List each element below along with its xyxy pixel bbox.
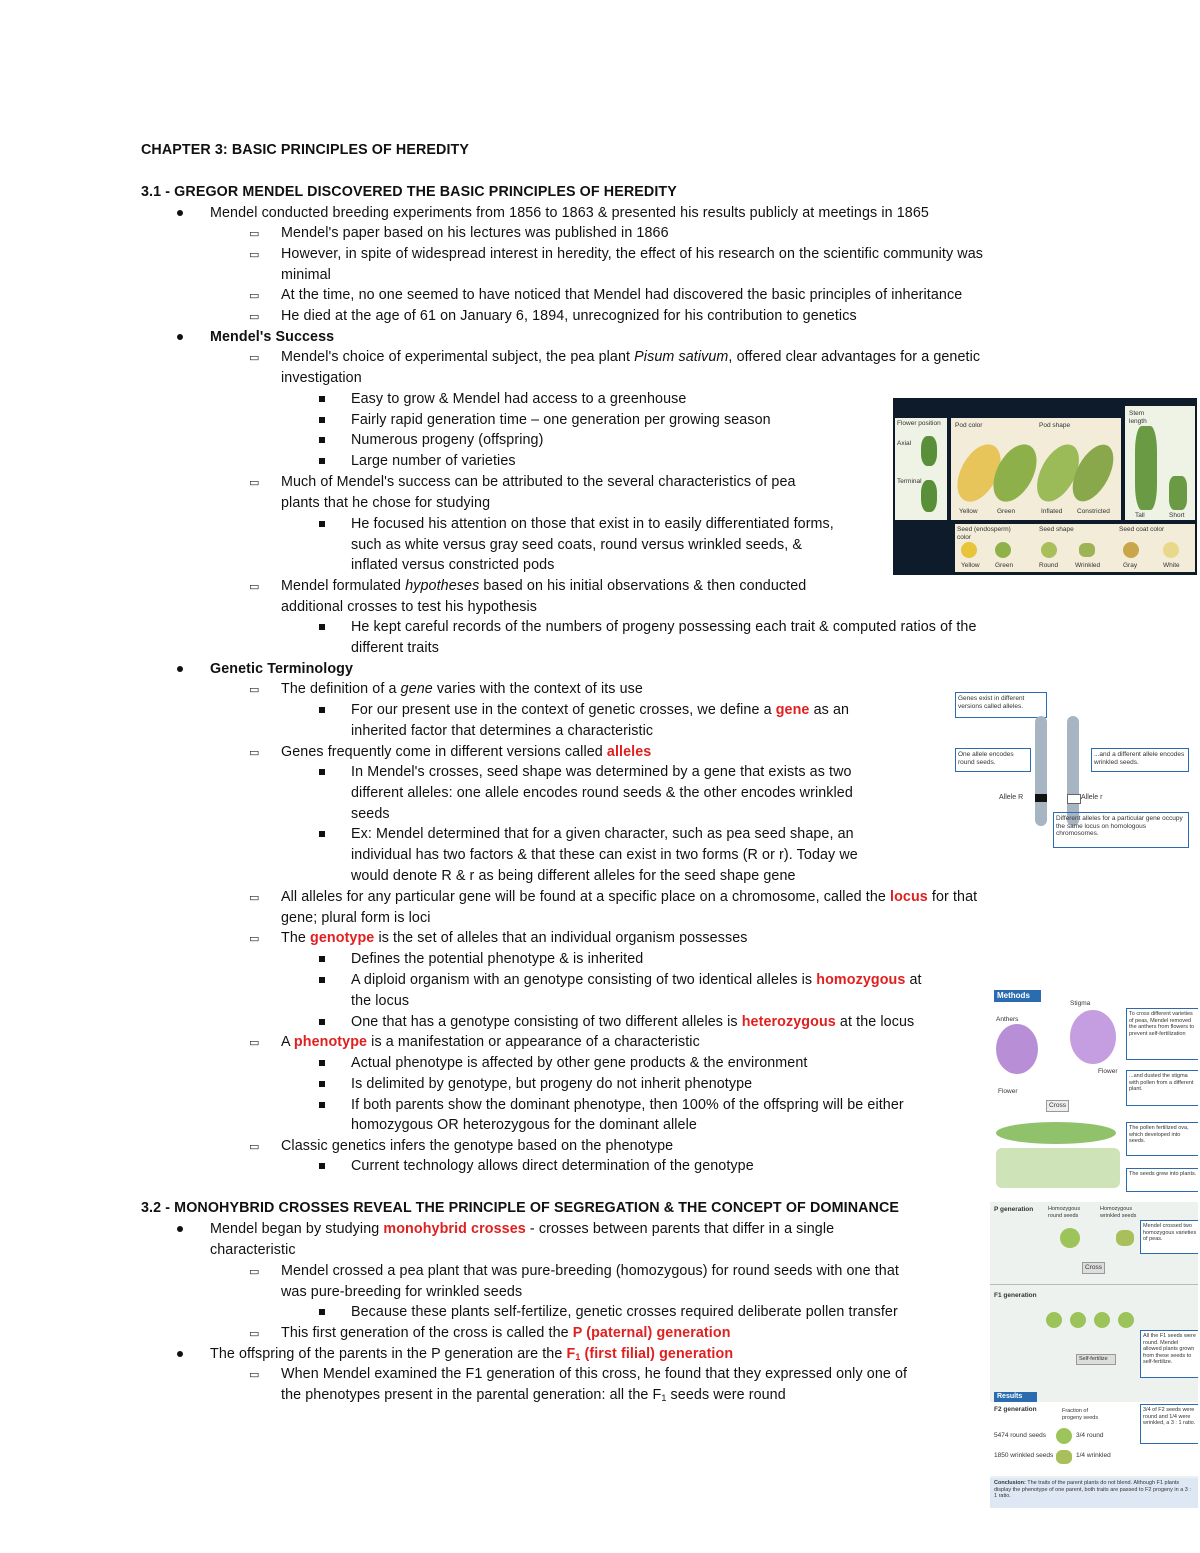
seed-f1 (1094, 1312, 1110, 1328)
bullet-square (319, 977, 325, 983)
bullet-arrow: ▭ (249, 249, 260, 261)
section-heading-3-2: 3.2 - MONOHYBRID CROSSES REVEAL THE PRINCIPLE OF SEGREGATION & THE CONCEPT OF DOMINANCE (141, 1200, 900, 1216)
text-line: Current technology allows direct determination of the genotype (351, 1158, 754, 1174)
text-line: He focused his attention on those that exist in to easily differentiated forms, (351, 516, 834, 532)
subheading-genetic-terminology: Genetic Terminology (210, 661, 354, 677)
text-line: In Mendel's crosses, seed shape was determined by a gene that exists as two (351, 764, 852, 780)
term-alleles: alleles (606, 744, 652, 760)
bullet-arrow: ▭ (249, 1141, 260, 1153)
text-line: the phenotypes present in the parental generation: all the $F_1$ seeds were round (281, 1387, 786, 1403)
bullet-square (319, 1019, 325, 1025)
text-line: Is delimited by genotype, but progeny do not inherit phenotype (351, 1076, 753, 1092)
text-line: individual has two factors & that these can exist in two forms (R or r). Today we (351, 847, 858, 863)
plants-row (996, 1148, 1120, 1188)
text-line: the locus (351, 993, 410, 1009)
bullet-arrow: ▭ (249, 1328, 260, 1340)
text-line: different traits (351, 640, 439, 656)
text-line: Much of Mendel's success can be attributed to the several characteristics of pea (281, 474, 796, 490)
figure-methods: Methods Stigma Anthers Flower Flower Cross To cross different varieties of peas, Mendel removed the anthers from flowers to prevent self-fertilization ...and dusted the stigma with pollen from a different plant. The pollen fertilized ova, which developed into seeds. The seeds grew into plants. (990, 988, 1198, 1198)
panel-seed-traits: Seed (endosperm) color Seed shape Seed coat color Yellow Green Round Wrinkled Gray White (955, 524, 1195, 572)
text-line: characteristic (210, 1242, 296, 1258)
flower-left (996, 1024, 1038, 1074)
text-line: For our present use in the context of genetic crosses, we define a gene as an (351, 702, 850, 718)
bullet-square (319, 707, 325, 713)
bullet-square (319, 396, 325, 402)
bullet-arrow: ▭ (249, 933, 260, 945)
text-line: additional crosses to test his hypothesis (281, 599, 538, 615)
text-line: Classic genetics infers the genotype based on the phenotype (281, 1138, 674, 1154)
seed-f2-round (1056, 1428, 1072, 1444)
text-line: One that has a genotype consisting of two different alleles is heterozygous at the locus (351, 1014, 915, 1030)
text-line: When Mendel examined the F1 generation of this cross, he found that they expressed only one of (281, 1366, 908, 1382)
term-homozygous: homozygous (816, 972, 906, 988)
chromosome-left (1035, 716, 1047, 826)
text-line: Mendel crossed a pea plant that was pure-breeding (homozygous) for round seeds with one that (281, 1263, 899, 1279)
bullet-arrow: ▭ (249, 477, 260, 489)
text-line: seeds (351, 806, 390, 822)
text-line: Mendel's paper based on his lectures was published in 1866 (281, 225, 669, 241)
term-monohybrid-crosses: monohybrid crosses (383, 1221, 526, 1237)
bullet-square (319, 1081, 325, 1087)
text-line: such as white versus gray seed coats, round versus wrinkled seeds, & (351, 537, 803, 553)
subheading-mendels-success: Mendel's Success (210, 329, 335, 345)
bullet-square (319, 1102, 325, 1108)
text-line: homozygous OR heterozygous for the dominant allele (351, 1117, 697, 1133)
seed-wrinkled-p (1116, 1230, 1134, 1246)
term-gene-italic: gene (400, 681, 433, 697)
bullet-arrow: ▭ (249, 1037, 260, 1049)
flower-right (1070, 1010, 1116, 1064)
text-line: different alleles: one allele encodes round seeds & the other encodes wrinkled (351, 785, 853, 801)
seed-f1 (1070, 1312, 1086, 1328)
bullet-square (319, 437, 325, 443)
text-line: was pure-breeding for wrinkled seeds (281, 1284, 523, 1300)
bullet-arrow: ▭ (249, 1266, 260, 1278)
text-line: Defines the potential phenotype & is inherited (351, 951, 644, 967)
term-locus: locus (890, 889, 928, 905)
text-line: Actual phenotype is affected by other gene products & the environment (351, 1055, 808, 1071)
text-line: A diploid organism with an genotype consisting of two identical alleles is homozygous at (351, 972, 922, 988)
seed-f1 (1046, 1312, 1062, 1328)
results-label: Results (994, 1392, 1037, 1402)
seed-round-p (1060, 1228, 1080, 1248)
text-line: He died at the age of 61 on January 6, 1894, unrecognized for his contribution to genetics (281, 308, 857, 324)
term-hypotheses: hypotheses (405, 578, 480, 594)
term-heterozygous: heterozygous (741, 1014, 836, 1030)
text-line: Ex: Mendel determined that for a given character, such as pea seed shape, an (351, 826, 854, 842)
bullet-dot (177, 1226, 183, 1232)
figure-cross-results: P generation Homozygous round seeds Homozygous wrinkled seeds Mendel crossed two homozygous varieties of peas. Cross F1 generation Self-fertilize All the F1 seeds were round. Mendel allowed plants grown from these seeds to self-fertilize. Results F2 generation Fraction of progeny seeds 5474 round seeds 1850 wrinkled seeds 3/4 round 1/4 wrinkled 3/4 of F2 seeds were round and 1/4 were wrinkled, a 3 : 1 ratio. Conclusion: The traits of the parent plants do not blend. Although F1 plants display the phenotype of one parent, both traits are passed to F2 progeny in a 3 : 1 ratio. (990, 1202, 1198, 1508)
text-line: Easy to grow & Mendel had access to a greenhouse (351, 391, 687, 407)
bullet-square (319, 458, 325, 464)
text-line: The definition of a gene varies with the context of its use (281, 681, 643, 697)
bullet-square (319, 521, 325, 527)
panel-stem-length: Stem length Tall Short (1125, 406, 1195, 520)
text-line: would denote R & r as being different alleles for the seed shape gene (351, 868, 796, 884)
text-line: investigation (281, 370, 362, 386)
term-genotype: genotype (310, 930, 375, 946)
text-line: Mendel conducted breeding experiments from 1856 to 1863 & presented his results publicly at meetings in 1865 (210, 205, 929, 221)
bullet-square (319, 417, 325, 423)
text-line: Fairly rapid generation time – one generation per growing season (351, 412, 771, 428)
bullet-dot (177, 334, 183, 340)
text-line: inflated versus constricted pods (351, 557, 555, 573)
conclusion-panel: Conclusion: The traits of the parent plants do not blend. Although F1 plants display the phenotype of one parent, both traits are passed to F2 progeny in a 3 : 1 ratio. (990, 1478, 1198, 1508)
bullet-square (319, 1163, 325, 1169)
chromosome-right (1067, 716, 1079, 826)
term-p-generation: P (paternal) generation (572, 1325, 731, 1341)
text-line: If both parents show the dominant phenotype, then 100% of the offspring will be either (351, 1097, 904, 1113)
bullet-arrow: ▭ (249, 747, 260, 759)
term-gene: gene (775, 702, 810, 718)
species-name: Pisum sativum (634, 349, 729, 365)
figure-pea-traits (893, 398, 1197, 575)
bullet-arrow: ▭ (249, 581, 260, 593)
text-line: Mendel began by studying monohybrid crosses - crosses between parents that differ in a single (210, 1221, 835, 1237)
bullet-arrow: ▭ (249, 684, 260, 696)
text-line: All alleles for any particular gene will be found at a specific place on a chromosome, called the locus for that (281, 889, 978, 905)
bullet-square (319, 956, 325, 962)
text-line: plants that he chose for studying (281, 495, 491, 511)
bullet-arrow: ▭ (249, 228, 260, 240)
text-line: A phenotype is a manifestation or appearance of a characteristic (281, 1034, 700, 1050)
text-line: Numerous progeny (offspring) (351, 432, 544, 448)
text-line: gene; plural form is loci (281, 910, 431, 926)
text-line: Because these plants self-fertilize, genetic crosses required deliberate pollen transfer (351, 1304, 898, 1320)
bullet-square (319, 624, 325, 630)
text-line: At the time, no one seemed to have noticed that Mendel had discovered the basic principles of inheritance (281, 287, 963, 303)
text-line: minimal (281, 267, 331, 283)
text-line: Large number of varieties (351, 453, 516, 469)
seed-f1 (1118, 1312, 1134, 1328)
section-heading-3-1: 3.1 - GREGOR MENDEL DISCOVERED THE BASIC PRINCIPLES OF HEREDITY (141, 184, 677, 200)
bullet-dot (177, 1351, 183, 1357)
bullet-dot (177, 666, 183, 672)
text-line: inherited factor that determines a characteristic (351, 723, 654, 739)
methods-label: Methods (994, 990, 1041, 1002)
text-line: Mendel formulated hypotheses based on his initial observations & then conducted (281, 578, 807, 594)
bullet-square (319, 1309, 325, 1315)
bullet-arrow: ▭ (249, 311, 260, 323)
bullet-arrow: ▭ (249, 290, 260, 302)
panel-flower-position: Flower position Axial Terminal (895, 418, 947, 520)
chapter-title: CHAPTER 3: BASIC PRINCIPLES OF HEREDITY (141, 142, 469, 158)
text-line: He kept careful records of the numbers of progeny possessing each trait & computed ratios of the (351, 619, 977, 635)
bullet-arrow: ▭ (249, 352, 260, 364)
locus-marker-left (1035, 794, 1047, 802)
bullet-arrow: ▭ (249, 1369, 260, 1381)
text-line: The genotype is the set of alleles that an individual organism possesses (281, 930, 748, 946)
bullet-arrow: ▭ (249, 892, 260, 904)
text-line: Genes frequently come in different versions called alleles (281, 744, 652, 760)
panel-pod-traits: Pod color Pod shape Yellow Green Inflated Constricted (951, 418, 1121, 520)
bullet-square (319, 1060, 325, 1066)
text-line: Mendel's choice of experimental subject, the pea plant Pisum sativum, offered clear advantages for a genetic (281, 349, 981, 365)
pea-pod (996, 1122, 1116, 1144)
term-f1-generation: $F_1$ (first filial) generation (566, 1346, 734, 1362)
bullet-dot (177, 210, 183, 216)
locus-marker-right (1067, 794, 1081, 804)
text-line: The offspring of the parents in the P generation are the $F_1$ (first filial) generation (210, 1346, 734, 1362)
text-line: However, in spite of widespread interest in heredity, the effect of his research on the scientific community was (281, 246, 984, 262)
results-panel: F2 generation Fraction of progeny seeds 5474 round seeds 1850 wrinkled seeds 3/4 round 1/4 wrinkled 3/4 of F2 seeds were round and 1/4 were wrinkled, a 3 : 1 ratio. (990, 1402, 1198, 1476)
term-phenotype: phenotype (293, 1034, 368, 1050)
seed-f2-wrinkled (1056, 1450, 1072, 1464)
bullet-square (319, 769, 325, 775)
text-line: This first generation of the cross is called the P (paternal) generation (281, 1325, 731, 1341)
bullet-square (319, 831, 325, 837)
figure-alleles: Genes exist in different versions called alleles. One allele encodes round seeds. ...and a different allele encodes wrinkled seeds. Allele R Allele r Different alleles for a particular gene occupy the same locus on homologous chromosomes. (953, 690, 1189, 848)
